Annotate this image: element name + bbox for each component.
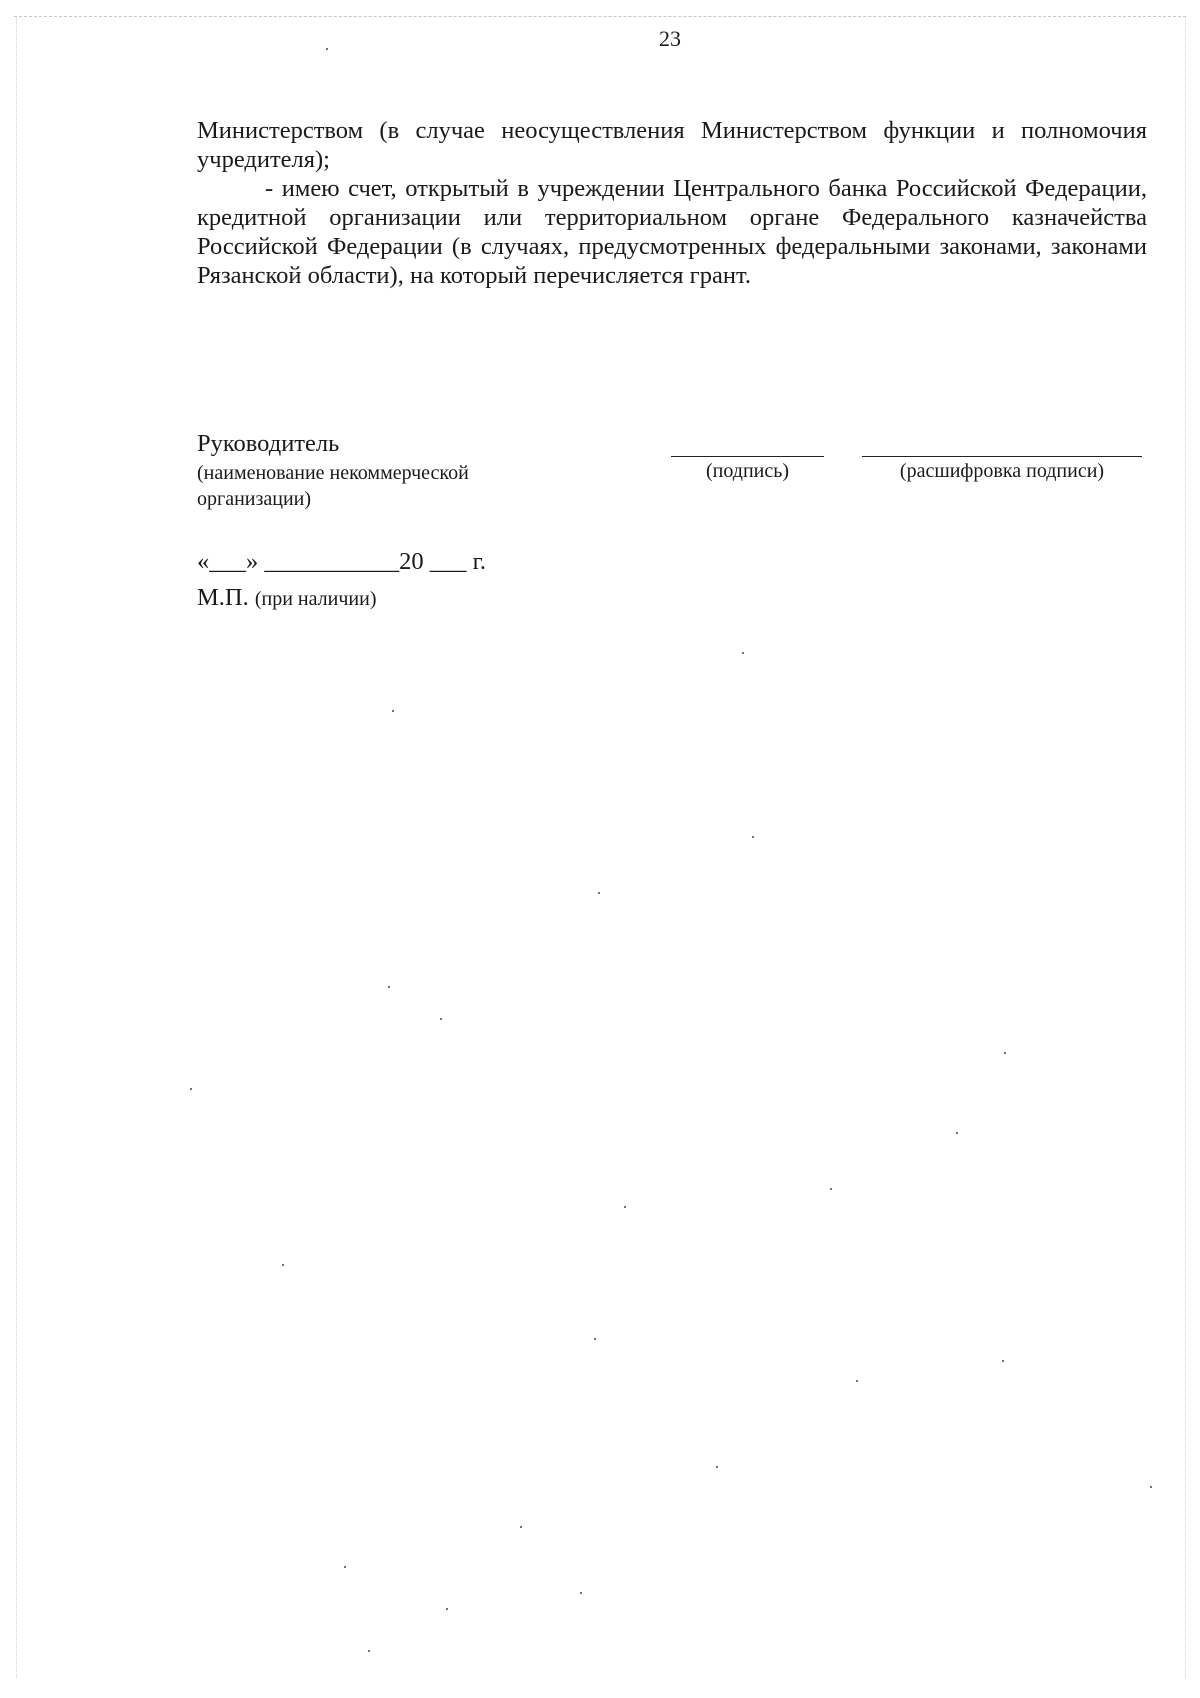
speck [624, 1206, 626, 1208]
signature-decoding-line [862, 456, 1142, 457]
signatory-title: Руководитель [197, 430, 340, 457]
document-body [197, 116, 1147, 290]
speck [752, 836, 754, 838]
speck [344, 1566, 346, 1568]
speck [190, 1088, 192, 1090]
speck [716, 1466, 718, 1468]
speck [388, 986, 390, 988]
stamp-label: М.П. [197, 584, 249, 611]
stamp-line [197, 584, 377, 612]
speck [392, 710, 394, 712]
speck [1150, 1486, 1152, 1488]
speck [368, 1650, 370, 1652]
page-number: 23 [659, 26, 681, 51]
scan-border-left [16, 16, 17, 1678]
body-paragraph: Министерством (в случае неосуществления Министерством функции и полномочия учредителя); [197, 117, 1147, 173]
speck [446, 1608, 448, 1610]
speck [856, 1380, 858, 1382]
scan-border-right [1185, 16, 1186, 1678]
speck [580, 1592, 582, 1594]
speck [830, 1188, 832, 1190]
speck [282, 1264, 284, 1266]
scan-border-top [14, 16, 1186, 17]
speck [440, 1018, 442, 1020]
speck [1004, 1052, 1006, 1054]
stamp-note: (при наличии) [254, 588, 377, 610]
signature-decoding-caption: (расшифровка подписи) [899, 460, 1105, 482]
signature-block [197, 430, 1147, 520]
speck [598, 892, 600, 894]
date-line: «___» ___________20 ___ г. [197, 548, 487, 575]
speck [742, 652, 744, 654]
signature-line [671, 456, 824, 457]
signature-caption: (подпись) [705, 460, 790, 482]
speck [1002, 1360, 1004, 1362]
speck [594, 1338, 596, 1340]
speck [520, 1526, 522, 1528]
speck [956, 1132, 958, 1134]
body-paragraph: - имею счет, открытый в учреждении Центрального банка Российской Федерации, кредитной организации или территориальном органе Федерального казначейства Российской Федерации (в случаях, предусмотренных федеральными законами, законами Рязанской области), на который перечисляется грант. [197, 175, 1147, 289]
organization-caption: (наименование некоммерческой организации) [197, 462, 469, 510]
